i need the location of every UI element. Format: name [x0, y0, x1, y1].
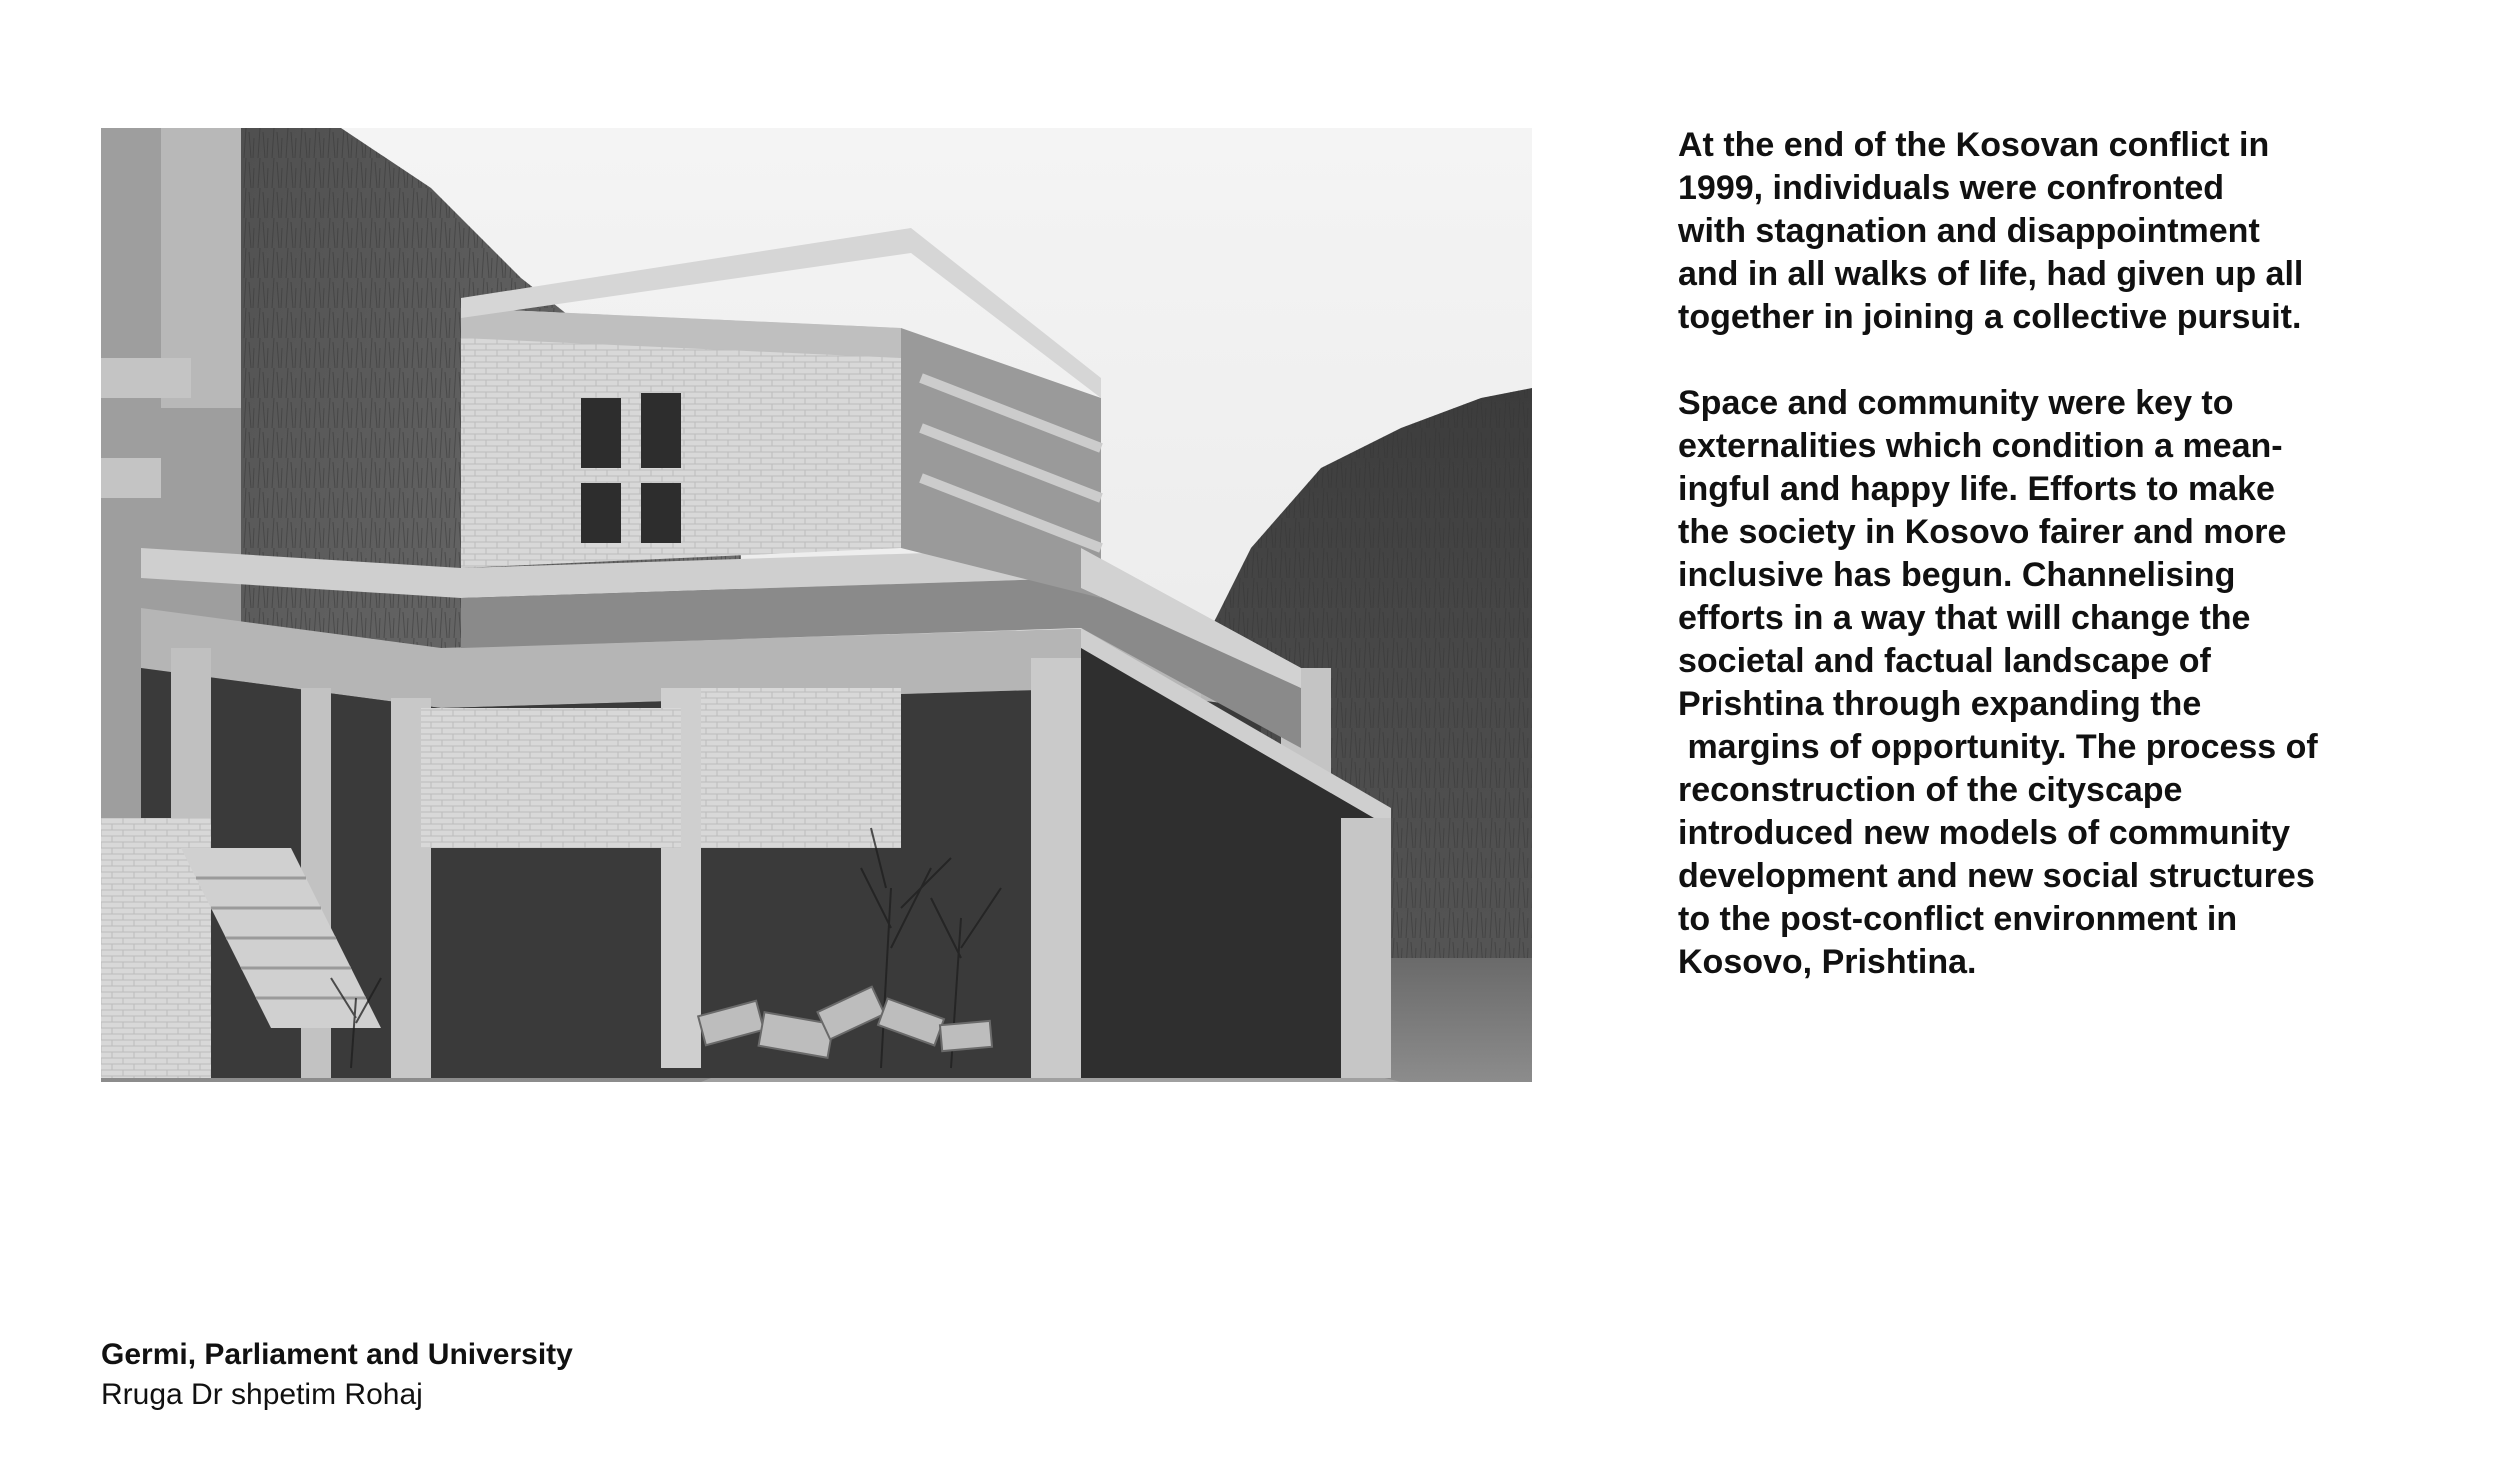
text-line: externalities which condition a mean- [1678, 427, 2283, 465]
body-text [1678, 124, 2358, 984]
text-line: Prishtina through expanding the [1678, 685, 2202, 723]
photo-caption [101, 1335, 573, 1415]
paragraph-space-community [1678, 382, 2358, 984]
text-line: ingful and happy life. Efforts to make [1678, 470, 2275, 508]
text-line: 1999, individuals were confronted [1678, 169, 2225, 207]
text-line: At the end of the Kosovan conflict in [1678, 126, 2270, 164]
text-line: Space and community were key to [1678, 384, 2234, 422]
text-line: the society in Kosovo fairer and more [1678, 513, 2287, 551]
text-line: societal and factual landscape of [1678, 642, 2211, 680]
paragraph-conflict-intro [1678, 124, 2358, 339]
text-line: with stagnation and disappointment [1678, 212, 2260, 250]
text-line: to the post-conflict environment in [1678, 900, 2238, 938]
text-line: and in all walks of life, had given up all [1678, 255, 2304, 293]
text-line: margins of opportunity. The process of [1678, 728, 2318, 766]
caption-title: Germi, Parliament and University [101, 1338, 573, 1371]
text-line: introduced new models of community [1678, 814, 2291, 852]
text-line: together in joining a collective pursuit. [1678, 298, 2302, 336]
caption-subtitle: Rruga Dr shpetim Rohaj [101, 1378, 423, 1411]
text-line: development and new social structures [1678, 857, 2315, 895]
text-line: Kosovo, Prishtina. [1678, 943, 1977, 981]
text-line: efforts in a way that will change the [1678, 599, 2251, 637]
building-photo [101, 128, 1532, 1082]
text-line: reconstruction of the cityscape [1678, 771, 2183, 809]
text-line: inclusive has begun. Channelising [1678, 556, 2236, 594]
